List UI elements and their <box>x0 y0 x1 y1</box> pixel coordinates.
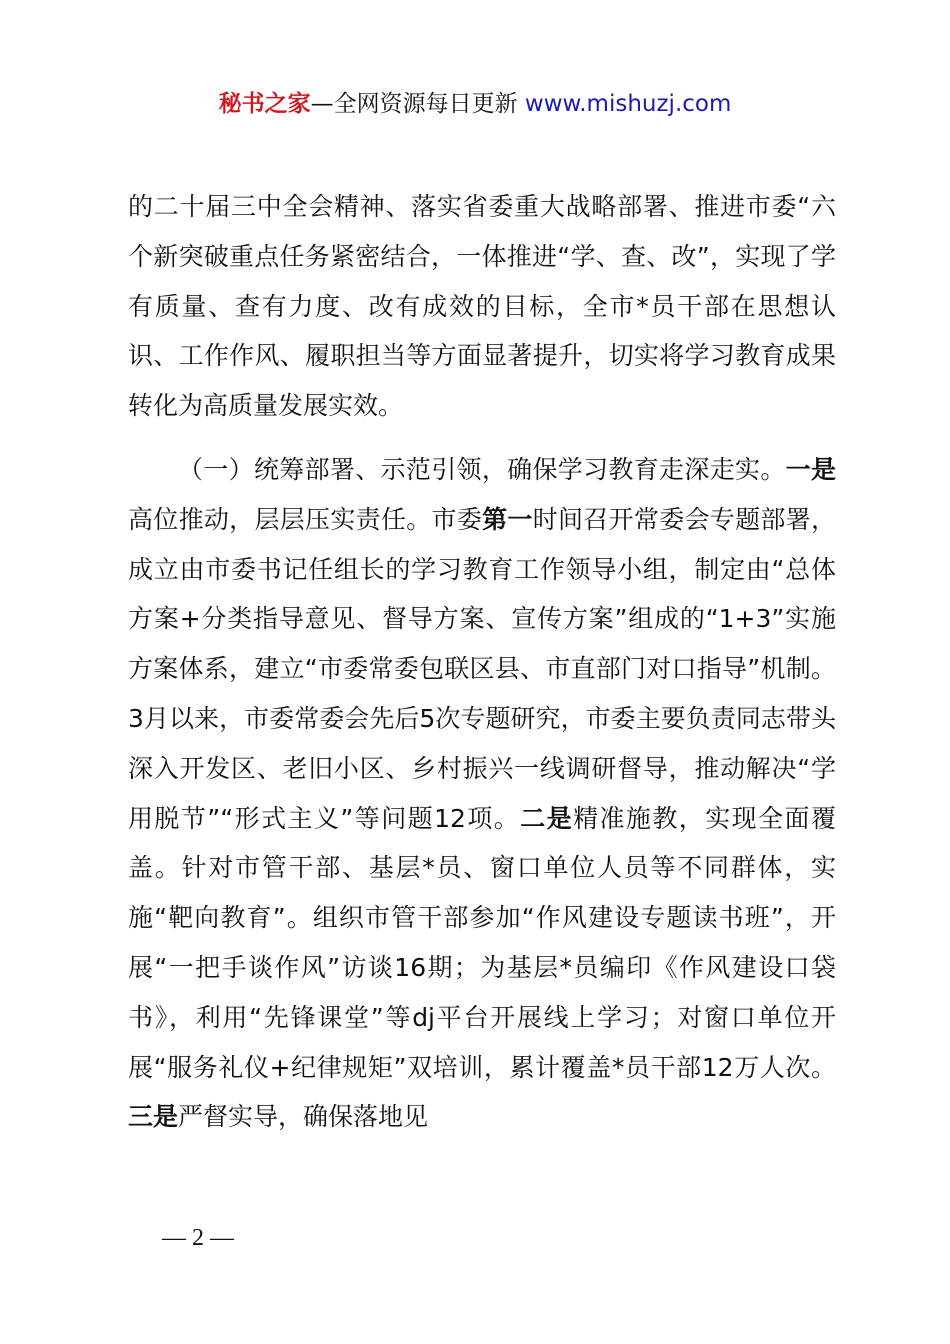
item-1-text-a: 市委 <box>431 504 483 534</box>
site-url-link[interactable]: www.mishuzj.com <box>524 91 732 117</box>
section-heading: （一）统筹部署、示范引领，确保学习教育走深走实。 <box>178 454 786 484</box>
item-1-bold-word: 第一 <box>482 504 533 534</box>
item-1-text-b: 时间召开常委会专题部署，成立由市委书记任组长的学习教育工作领导小组，制定由“总体方案+分类指导意见、督导方案、宣传方案”组成的“1+3”实施方案体系，建立“市委常委包联区县、市直部门对口指导”机制。3月以来，市委常委会先后5次专题研究，市委主要负责同志带头深入开发区、老旧小区、乡村振兴一线调研督导，推动解决“学用脱节”“形式主义”等问题12项。 <box>128 504 836 833</box>
item-1-title: 高位推动，层层压实责任。 <box>128 504 432 534</box>
document-body <box>128 182 836 1142</box>
paragraph-intro: 的二十届三中全会精神、落实省委重大战略部署、推进市委“六个新突破重点任务紧密结合，一体推进“学、查、改”，实现了学有质量、查有力度、改有成效的目标，全市*员干部在思想认识、工作作风、履职担当等方面显著提升，切实将学习教育成果转化为高质量发展实效。 <box>128 192 836 421</box>
header-slogan: —全网资源每日更新 <box>310 91 525 117</box>
item-2-marker: 二是 <box>520 803 574 833</box>
item-1-marker: 一是 <box>785 454 836 484</box>
item-2-text: 精准施教，实现全面覆盖。针对市管干部、基层*员、窗口单位人员等不同群体，实施“靶向教育”。组织市管干部参加“作风建设专题读书班”，开展“一把手谈作风”访谈16期；为基层*员编印《作风建设口袋书》，利用“先锋课堂”等dj平台开展线上学习；对窗口单位开展“服务礼仪+纪律规矩”双培训，累计覆盖*员干部12万人次。 <box>128 803 836 1082</box>
item-3-text: 严督实导，确保落地见 <box>178 1102 429 1132</box>
site-header <box>0 86 950 122</box>
page-number: — 2 — <box>162 1225 234 1251</box>
brand-name: 秘书之家 <box>218 91 311 117</box>
paragraph-section-1 <box>128 445 836 1142</box>
item-3-marker: 三是 <box>128 1102 179 1132</box>
